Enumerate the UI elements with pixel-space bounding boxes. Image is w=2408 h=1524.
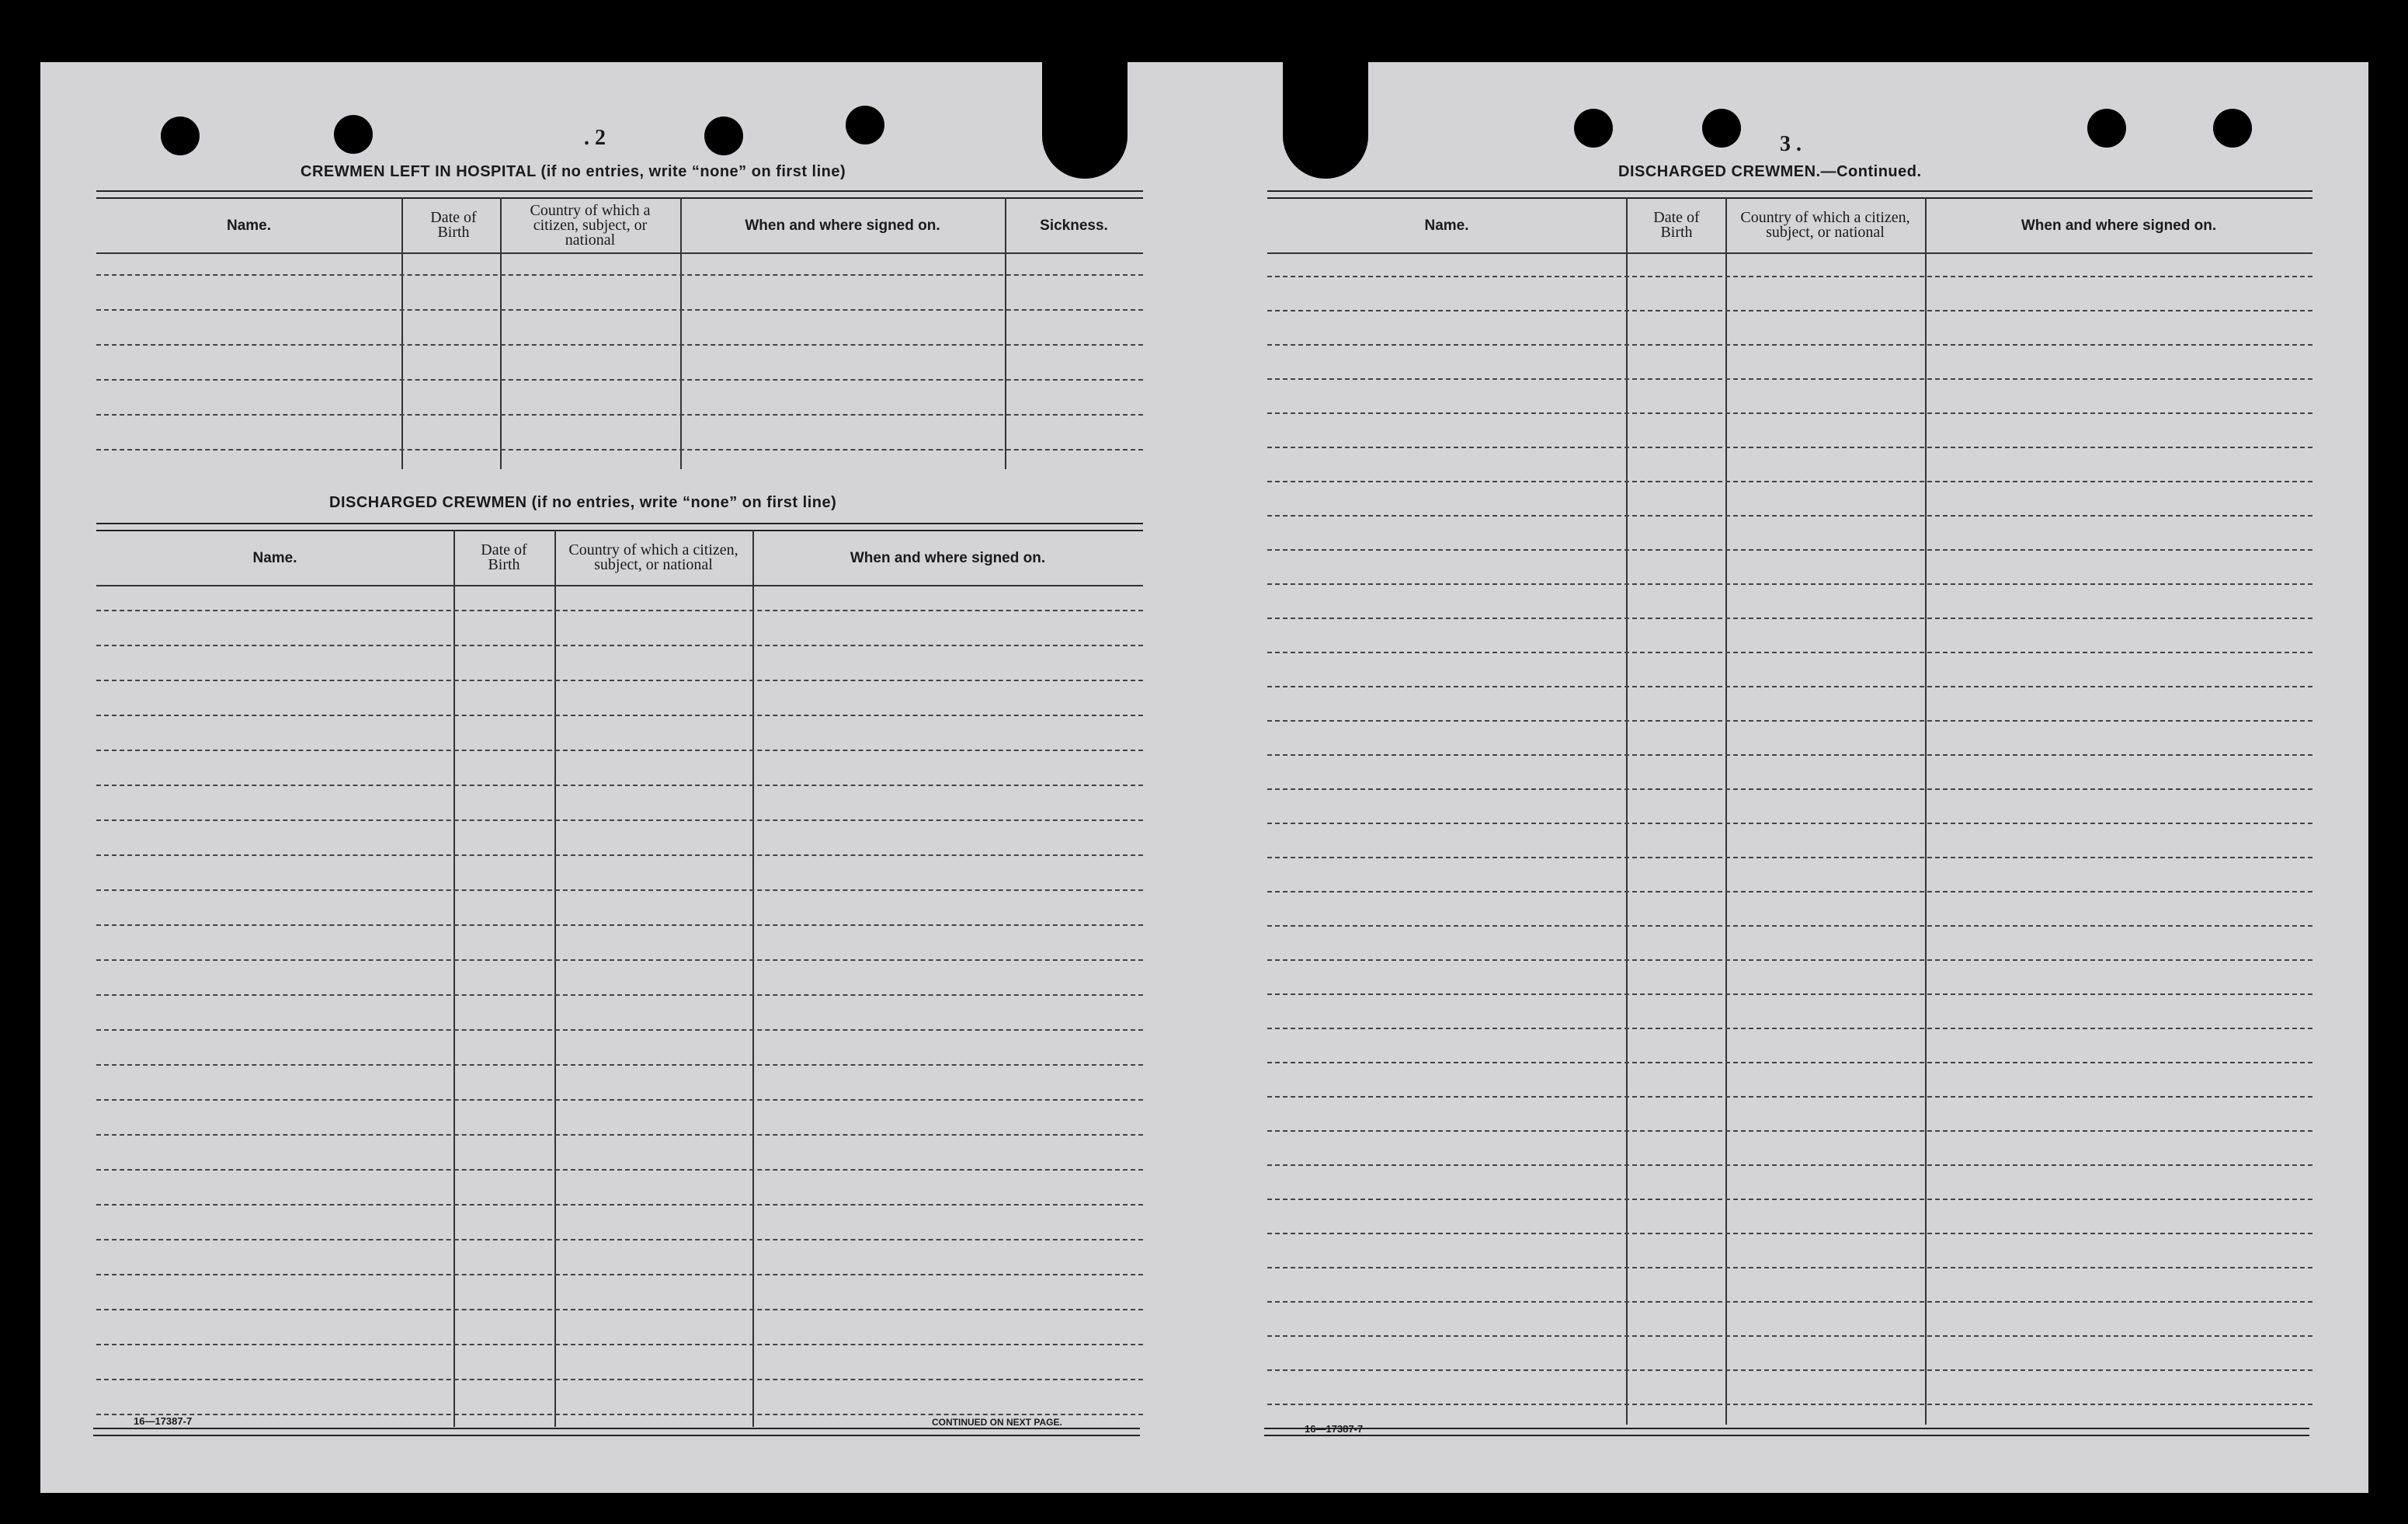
blank-entry-row xyxy=(96,959,1143,961)
blank-entry-row xyxy=(1267,618,2312,619)
blank-entry-row xyxy=(96,819,1143,821)
blank-entry-row xyxy=(1267,1404,2312,1405)
blank-entry-row xyxy=(96,414,1143,416)
punch-hole xyxy=(704,117,743,155)
blank-entry-row xyxy=(1267,1301,2312,1303)
discharged-table-left xyxy=(96,523,1143,1486)
blank-entry-row xyxy=(1267,891,2312,892)
form-number-left: 16—17387-7 xyxy=(134,1415,193,1427)
blank-entry-row xyxy=(96,449,1143,451)
paper-sheet xyxy=(40,62,2368,1493)
col-header-name: Name. xyxy=(226,217,272,234)
form-number-right: 16—17387-7 xyxy=(1305,1423,1364,1435)
binding-notch-left xyxy=(1042,62,1128,179)
blank-entry-row xyxy=(96,750,1143,751)
page-number-left: . 2 xyxy=(584,126,606,150)
page-number-right: 3 . xyxy=(1780,132,1802,156)
blank-entry-row xyxy=(1267,1233,2312,1234)
punch-hole xyxy=(1702,109,1741,148)
blank-entry-row xyxy=(1267,583,2312,585)
blank-entry-row xyxy=(1267,686,2312,687)
blank-entry-row xyxy=(1267,823,2312,824)
blank-entry-row xyxy=(96,274,1143,276)
hospital-table xyxy=(96,190,1143,532)
blank-entry-row xyxy=(1267,310,2312,311)
col-header-name: Name. xyxy=(252,549,297,566)
blank-entry-row xyxy=(96,1239,1143,1240)
col-header-country: Country of which a citizen, subject, or national xyxy=(1740,209,1910,241)
blank-entry-row xyxy=(1267,515,2312,517)
discharged-section-title: DISCHARGED CREWMEN (if no entries, write “none” on first line) xyxy=(329,494,837,511)
punch-hole xyxy=(161,117,200,155)
blank-entry-row xyxy=(96,344,1143,346)
blank-entry-row xyxy=(1267,1062,2312,1063)
blank-entry-row xyxy=(1267,788,2312,790)
col-header-signed-on: When and where signed on. xyxy=(745,217,940,234)
blank-entry-row xyxy=(96,854,1143,856)
blank-entry-row xyxy=(1267,754,2312,756)
col-header-signed-on: When and where signed on. xyxy=(2021,217,2217,234)
blank-entry-row xyxy=(96,785,1143,786)
blank-entry-row xyxy=(96,924,1143,926)
col-header-name: Name. xyxy=(1424,217,1469,234)
blank-entry-row xyxy=(1267,720,2312,722)
blank-entry-row xyxy=(1267,857,2312,858)
blank-entry-row xyxy=(96,1309,1143,1310)
blank-entry-row xyxy=(1267,959,2312,961)
blank-entry-row xyxy=(1267,1164,2312,1166)
blank-entry-row xyxy=(96,309,1143,311)
hospital-section-title: CREWMEN LEFT IN HOSPITAL (if no entries, write “none” on first line) xyxy=(301,163,846,180)
blank-entry-row xyxy=(96,1169,1143,1171)
discharged-continued-title: DISCHARGED CREWMEN.—Continued. xyxy=(1618,163,1922,180)
blank-entry-row xyxy=(96,680,1143,681)
blank-entry-row xyxy=(1267,1369,2312,1371)
blank-entry-row xyxy=(96,715,1143,716)
blank-entry-row xyxy=(1267,378,2312,380)
discharged-table-right xyxy=(1267,190,2312,1487)
blank-entry-row xyxy=(1267,1267,2312,1268)
blank-entry-row xyxy=(1267,276,2312,277)
blank-entry-row xyxy=(96,1099,1143,1101)
blank-entry-row xyxy=(1267,925,2312,927)
blank-entry-row xyxy=(96,1134,1143,1136)
col-header-signed-on: When and where signed on. xyxy=(850,549,1046,566)
punch-hole xyxy=(2213,109,2252,148)
blank-entry-row xyxy=(96,994,1143,996)
blank-entry-row xyxy=(96,1204,1143,1206)
blank-entry-row xyxy=(1267,447,2312,448)
col-header-country: Country of which a citizen, subject, or national xyxy=(530,201,651,249)
blank-entry-row xyxy=(96,1379,1143,1380)
punch-hole xyxy=(846,106,884,144)
blank-entry-row xyxy=(1267,481,2312,482)
col-header-country: Country of which a citizen, subject, or national xyxy=(568,541,738,573)
punch-hole xyxy=(1574,109,1613,148)
blank-entry-row xyxy=(1267,1130,2312,1132)
blank-entry-row xyxy=(96,1064,1143,1066)
blank-entry-row xyxy=(96,1029,1143,1031)
continued-note: CONTINUED ON NEXT PAGE. xyxy=(932,1417,1062,1428)
col-header-date-of-birth: Date of Birth xyxy=(430,209,477,241)
blank-entry-row xyxy=(96,379,1143,381)
blank-entry-row xyxy=(1267,993,2312,995)
blank-entry-row xyxy=(1267,1199,2312,1200)
punch-hole xyxy=(334,115,373,154)
col-header-date-of-birth: Date of Birth xyxy=(1653,209,1700,241)
punch-hole xyxy=(2087,109,2126,148)
blank-entry-row xyxy=(1267,1335,2312,1337)
blank-entry-row xyxy=(1267,1028,2312,1029)
blank-entry-row xyxy=(1267,412,2312,414)
binding-notch-right xyxy=(1283,62,1368,179)
blank-entry-row xyxy=(1267,344,2312,346)
blank-entry-row xyxy=(96,645,1143,646)
blank-entry-row xyxy=(96,1414,1143,1415)
blank-entry-row xyxy=(1267,652,2312,653)
blank-entry-row xyxy=(96,889,1143,891)
blank-entry-row xyxy=(1267,549,2312,551)
blank-entry-row xyxy=(1267,1096,2312,1098)
col-header-date-of-birth: Date of Birth xyxy=(481,541,527,573)
blank-entry-row xyxy=(96,1274,1143,1275)
blank-entry-row xyxy=(96,610,1143,611)
blank-entry-row xyxy=(96,1344,1143,1345)
col-header-sickness: Sickness. xyxy=(1040,217,1108,234)
